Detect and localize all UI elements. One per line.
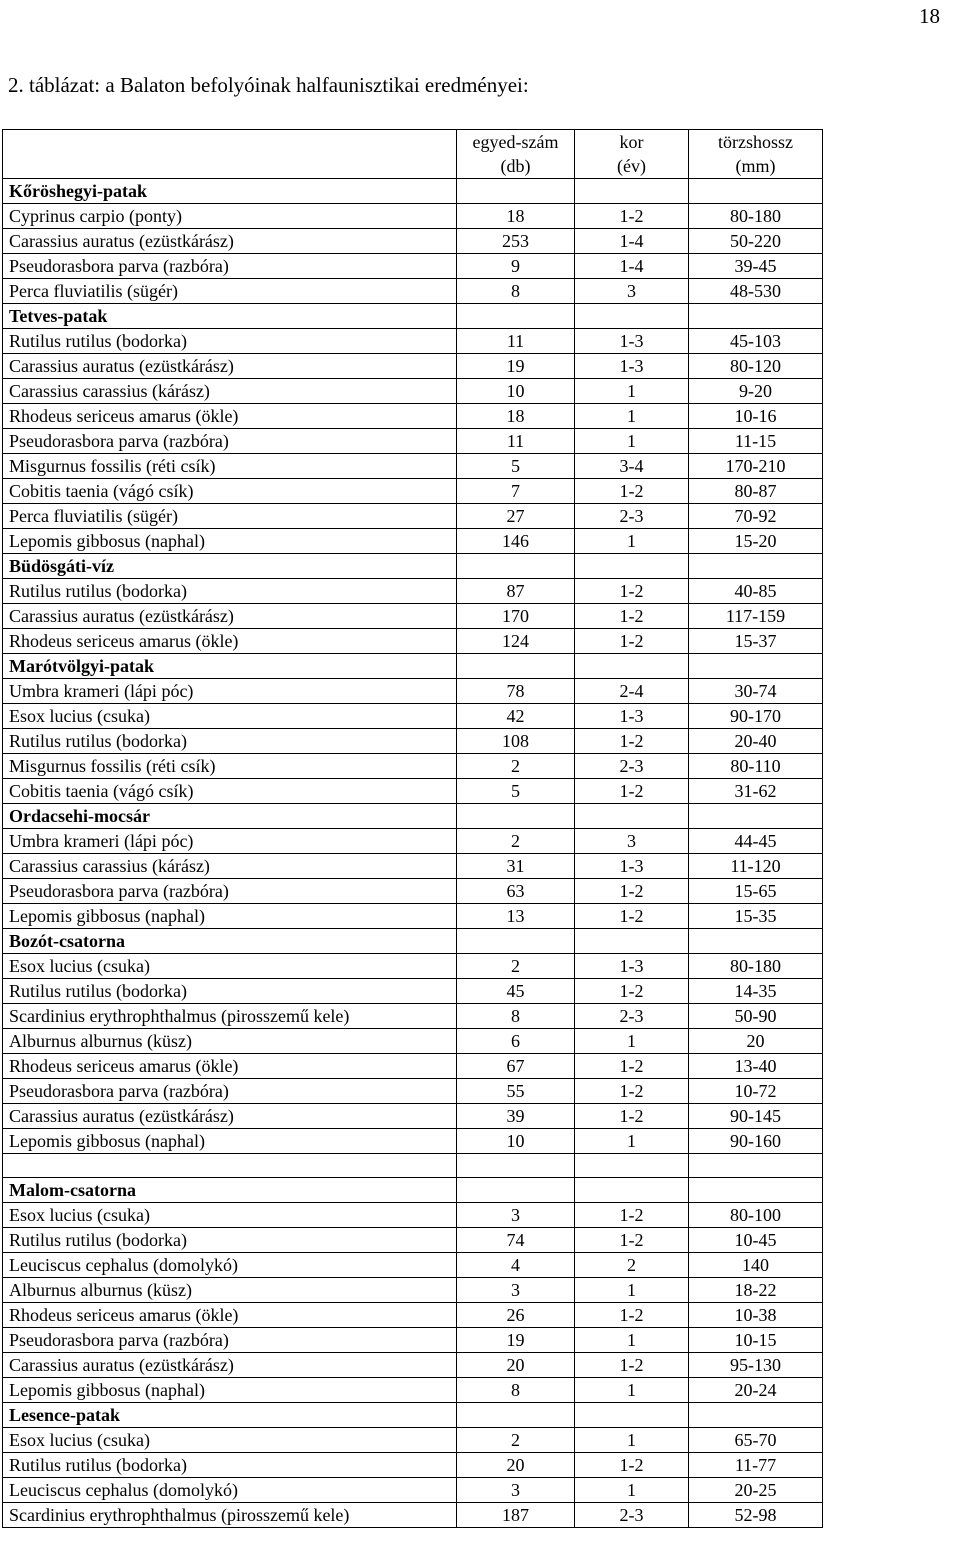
table-row — [3, 1503, 823, 1528]
age-cell: 1 — [575, 404, 689, 429]
table-row — [3, 1054, 823, 1079]
species-cell: Rhodeus sericeus amarus (ökle) — [3, 1303, 457, 1328]
age-cell: 1-2 — [575, 479, 689, 504]
age-cell: 2-3 — [575, 1004, 689, 1029]
table-row — [3, 479, 823, 504]
header-length-line1: törzshossz — [718, 132, 793, 152]
species-cell: Carassius auratus (ezüstkárász) — [3, 1104, 457, 1129]
count-cell: 55 — [457, 1079, 575, 1104]
table-row — [3, 1104, 823, 1129]
empty-cell — [575, 804, 689, 829]
age-cell: 2-3 — [575, 504, 689, 529]
empty-cell — [3, 1154, 457, 1178]
count-cell: 8 — [457, 1004, 575, 1029]
count-cell: 5 — [457, 454, 575, 479]
length-cell: 90-170 — [689, 704, 823, 729]
count-cell: 42 — [457, 704, 575, 729]
table-row — [3, 329, 823, 354]
species-cell: Scardinius erythrophthalmus (pirosszemű kele) — [3, 1004, 457, 1029]
count-cell: 6 — [457, 1029, 575, 1054]
length-cell: 11-120 — [689, 854, 823, 879]
count-cell: 253 — [457, 229, 575, 254]
table-row — [3, 1203, 823, 1228]
table-row — [3, 1378, 823, 1403]
age-cell: 1 — [575, 1328, 689, 1353]
species-cell: Rutilus rutilus (bodorka) — [3, 329, 457, 354]
length-cell: 10-38 — [689, 1303, 823, 1328]
species-cell: Rhodeus sericeus amarus (ökle) — [3, 1054, 457, 1079]
age-cell: 1-2 — [575, 1104, 689, 1129]
table-row — [3, 604, 823, 629]
count-cell: 11 — [457, 429, 575, 454]
species-cell: Rutilus rutilus (bodorka) — [3, 1453, 457, 1478]
count-cell: 63 — [457, 879, 575, 904]
species-cell: Rhodeus sericeus amarus (ökle) — [3, 404, 457, 429]
species-cell: Rutilus rutilus (bodorka) — [3, 579, 457, 604]
length-cell: 9-20 — [689, 379, 823, 404]
empty-cell — [689, 304, 823, 329]
table-row — [3, 279, 823, 304]
age-cell: 1 — [575, 1029, 689, 1054]
table-row — [3, 354, 823, 379]
table-row — [3, 204, 823, 229]
empty-cell — [575, 1403, 689, 1428]
count-cell: 3 — [457, 1478, 575, 1503]
age-cell: 1-2 — [575, 1054, 689, 1079]
empty-cell — [457, 804, 575, 829]
table-row — [3, 454, 823, 479]
length-cell: 80-100 — [689, 1203, 823, 1228]
length-cell: 31-62 — [689, 779, 823, 804]
count-cell: 2 — [457, 1428, 575, 1453]
species-cell: Carassius auratus (ezüstkárász) — [3, 1353, 457, 1378]
empty-cell — [689, 1154, 823, 1178]
count-cell: 187 — [457, 1503, 575, 1528]
count-cell: 39 — [457, 1104, 575, 1129]
length-cell: 70-92 — [689, 504, 823, 529]
count-cell: 9 — [457, 254, 575, 279]
count-cell: 31 — [457, 854, 575, 879]
length-cell: 10-72 — [689, 1079, 823, 1104]
species-cell: Pseudorasbora parva (razbóra) — [3, 1079, 457, 1104]
count-cell: 78 — [457, 679, 575, 704]
length-cell: 48-530 — [689, 279, 823, 304]
species-cell: Misgurnus fossilis (réti csík) — [3, 454, 457, 479]
blank-row — [3, 1154, 823, 1178]
age-cell: 1 — [575, 1278, 689, 1303]
table-row — [3, 854, 823, 879]
age-cell: 3 — [575, 279, 689, 304]
table-row — [3, 404, 823, 429]
species-cell: Lepomis gibbosus (naphal) — [3, 904, 457, 929]
table-row — [3, 829, 823, 854]
count-cell: 2 — [457, 754, 575, 779]
section-title: Marótvölgyi-patak — [3, 654, 457, 679]
empty-cell — [689, 179, 823, 204]
species-cell: Carassius carassius (kárász) — [3, 379, 457, 404]
empty-cell — [457, 179, 575, 204]
empty-cell — [457, 1178, 575, 1203]
section-row — [3, 929, 823, 954]
empty-cell — [689, 554, 823, 579]
section-title: Ordacsehi-mocsár — [3, 804, 457, 829]
empty-cell — [575, 1154, 689, 1178]
table-row — [3, 954, 823, 979]
age-cell: 1-3 — [575, 329, 689, 354]
empty-cell — [457, 304, 575, 329]
section-row — [3, 304, 823, 329]
age-cell: 1-2 — [575, 1303, 689, 1328]
count-cell: 13 — [457, 904, 575, 929]
count-cell: 45 — [457, 979, 575, 1004]
empty-cell — [575, 929, 689, 954]
header-length-line2: (mm) — [735, 156, 776, 176]
count-cell: 19 — [457, 1328, 575, 1353]
species-cell: Rutilus rutilus (bodorka) — [3, 1228, 457, 1253]
age-cell: 1-2 — [575, 979, 689, 1004]
length-cell: 20-40 — [689, 729, 823, 754]
empty-cell — [575, 1178, 689, 1203]
table-row — [3, 879, 823, 904]
table-row — [3, 1428, 823, 1453]
count-cell: 87 — [457, 579, 575, 604]
species-cell: Pseudorasbora parva (razbóra) — [3, 429, 457, 454]
section-title: Kőröshegyi-patak — [3, 179, 457, 204]
length-cell: 10-16 — [689, 404, 823, 429]
count-cell: 10 — [457, 1129, 575, 1154]
species-cell: Carassius auratus (ezüstkárász) — [3, 604, 457, 629]
table-row — [3, 254, 823, 279]
length-cell: 90-160 — [689, 1129, 823, 1154]
length-cell: 10-15 — [689, 1328, 823, 1353]
table-row — [3, 1079, 823, 1104]
species-cell: Cobitis taenia (vágó csík) — [3, 779, 457, 804]
length-cell: 20-24 — [689, 1378, 823, 1403]
length-cell: 170-210 — [689, 454, 823, 479]
table-row — [3, 529, 823, 554]
empty-cell — [575, 179, 689, 204]
table-caption: 2. táblázat: a Balaton befolyóinak halfaunisztikai eredményei: — [8, 73, 529, 97]
count-cell: 108 — [457, 729, 575, 754]
length-cell: 20-25 — [689, 1478, 823, 1503]
empty-cell — [689, 1403, 823, 1428]
age-cell: 1-2 — [575, 904, 689, 929]
age-cell: 1-2 — [575, 1228, 689, 1253]
length-cell: 52-98 — [689, 1503, 823, 1528]
species-cell: Esox lucius (csuka) — [3, 704, 457, 729]
table-row — [3, 579, 823, 604]
length-cell: 14-35 — [689, 979, 823, 1004]
count-cell: 4 — [457, 1253, 575, 1278]
empty-cell — [457, 654, 575, 679]
species-cell: Carassius auratus (ezüstkárász) — [3, 354, 457, 379]
table-header — [3, 130, 823, 179]
empty-cell — [689, 929, 823, 954]
species-cell: Alburnus alburnus (küsz) — [3, 1278, 457, 1303]
header-age-line1: kor — [619, 132, 644, 152]
count-cell: 20 — [457, 1353, 575, 1378]
header-species — [3, 130, 457, 179]
header-count — [457, 130, 575, 179]
count-cell: 8 — [457, 1378, 575, 1403]
age-cell: 1-3 — [575, 704, 689, 729]
table-row — [3, 629, 823, 654]
length-cell: 40-85 — [689, 579, 823, 604]
header-count-line2: (db) — [500, 156, 531, 176]
empty-cell — [689, 1178, 823, 1203]
length-cell: 30-74 — [689, 679, 823, 704]
table-row — [3, 379, 823, 404]
section-row — [3, 1403, 823, 1428]
count-cell: 20 — [457, 1453, 575, 1478]
species-cell: Pseudorasbora parva (razbóra) — [3, 1328, 457, 1353]
empty-cell — [575, 654, 689, 679]
length-cell: 15-65 — [689, 879, 823, 904]
length-cell: 18-22 — [689, 1278, 823, 1303]
count-cell: 170 — [457, 604, 575, 629]
empty-cell — [689, 654, 823, 679]
count-cell: 26 — [457, 1303, 575, 1328]
species-cell: Esox lucius (csuka) — [3, 954, 457, 979]
table-row — [3, 1453, 823, 1478]
age-cell: 1-2 — [575, 1353, 689, 1378]
species-cell: Rutilus rutilus (bodorka) — [3, 729, 457, 754]
section-row — [3, 654, 823, 679]
header-age — [575, 130, 689, 179]
table-row — [3, 704, 823, 729]
age-cell: 1-2 — [575, 579, 689, 604]
species-cell: Lepomis gibbosus (naphal) — [3, 529, 457, 554]
table-row — [3, 1129, 823, 1154]
page-number: 18 — [919, 4, 940, 28]
table-row — [3, 754, 823, 779]
species-cell: Cyprinus carpio (ponty) — [3, 204, 457, 229]
length-cell: 65-70 — [689, 1428, 823, 1453]
count-cell: 124 — [457, 629, 575, 654]
length-cell: 50-90 — [689, 1004, 823, 1029]
length-cell: 80-120 — [689, 354, 823, 379]
age-cell: 1-2 — [575, 1453, 689, 1478]
count-cell: 67 — [457, 1054, 575, 1079]
species-cell: Pseudorasbora parva (razbóra) — [3, 879, 457, 904]
species-cell: Perca fluviatilis (sügér) — [3, 279, 457, 304]
table-row — [3, 1004, 823, 1029]
age-cell: 1-2 — [575, 1079, 689, 1104]
age-cell: 1-3 — [575, 954, 689, 979]
length-cell: 15-37 — [689, 629, 823, 654]
section-row — [3, 804, 823, 829]
age-cell: 1-3 — [575, 854, 689, 879]
section-row — [3, 179, 823, 204]
table-row — [3, 1278, 823, 1303]
length-cell: 80-180 — [689, 204, 823, 229]
count-cell: 10 — [457, 379, 575, 404]
length-cell: 13-40 — [689, 1054, 823, 1079]
species-cell: Leuciscus cephalus (domolykó) — [3, 1253, 457, 1278]
header-length — [689, 130, 823, 179]
age-cell: 1-2 — [575, 604, 689, 629]
section-title: Malom-csatorna — [3, 1178, 457, 1203]
table-row — [3, 1253, 823, 1278]
age-cell: 2-4 — [575, 679, 689, 704]
age-cell: 1-4 — [575, 254, 689, 279]
species-cell: Alburnus alburnus (küsz) — [3, 1029, 457, 1054]
species-cell: Perca fluviatilis (sügér) — [3, 504, 457, 529]
age-cell: 1 — [575, 1129, 689, 1154]
empty-cell — [689, 804, 823, 829]
species-cell: Cobitis taenia (vágó csík) — [3, 479, 457, 504]
section-row — [3, 1178, 823, 1203]
table-row — [3, 1328, 823, 1353]
table-row — [3, 679, 823, 704]
table-row — [3, 1353, 823, 1378]
length-cell: 44-45 — [689, 829, 823, 854]
age-cell: 1-2 — [575, 779, 689, 804]
table-row — [3, 1228, 823, 1253]
length-cell: 45-103 — [689, 329, 823, 354]
age-cell: 1 — [575, 1378, 689, 1403]
species-cell: Leuciscus cephalus (domolykó) — [3, 1478, 457, 1503]
empty-cell — [575, 304, 689, 329]
age-cell: 1-2 — [575, 1203, 689, 1228]
count-cell: 146 — [457, 529, 575, 554]
age-cell: 2 — [575, 1253, 689, 1278]
empty-cell — [457, 1403, 575, 1428]
length-cell: 80-110 — [689, 754, 823, 779]
length-cell: 80-87 — [689, 479, 823, 504]
age-cell: 3-4 — [575, 454, 689, 479]
length-cell: 80-180 — [689, 954, 823, 979]
species-cell: Scardinius erythrophthalmus (pirosszemű kele) — [3, 1503, 457, 1528]
count-cell: 18 — [457, 404, 575, 429]
table-row — [3, 1029, 823, 1054]
age-cell: 2-3 — [575, 1503, 689, 1528]
species-cell: Lepomis gibbosus (naphal) — [3, 1378, 457, 1403]
table-row — [3, 504, 823, 529]
age-cell: 1-2 — [575, 729, 689, 754]
length-cell: 90-145 — [689, 1104, 823, 1129]
empty-cell — [457, 554, 575, 579]
length-cell: 95-130 — [689, 1353, 823, 1378]
age-cell: 1 — [575, 1478, 689, 1503]
count-cell: 2 — [457, 954, 575, 979]
species-cell: Umbra krameri (lápi póc) — [3, 679, 457, 704]
section-row — [3, 554, 823, 579]
table-body — [3, 179, 823, 1528]
length-cell: 39-45 — [689, 254, 823, 279]
species-cell: Lepomis gibbosus (naphal) — [3, 1129, 457, 1154]
empty-cell — [457, 1154, 575, 1178]
age-cell: 1-3 — [575, 354, 689, 379]
count-cell: 11 — [457, 329, 575, 354]
count-cell: 3 — [457, 1203, 575, 1228]
header-count-line1: egyed-szám — [472, 132, 559, 152]
length-cell: 15-35 — [689, 904, 823, 929]
species-cell: Esox lucius (csuka) — [3, 1428, 457, 1453]
empty-cell — [575, 554, 689, 579]
count-cell: 74 — [457, 1228, 575, 1253]
species-cell: Esox lucius (csuka) — [3, 1203, 457, 1228]
age-cell: 1 — [575, 379, 689, 404]
table-row — [3, 779, 823, 804]
header-row — [3, 130, 823, 179]
age-cell: 1-4 — [575, 229, 689, 254]
table-row — [3, 1303, 823, 1328]
table-row — [3, 979, 823, 1004]
count-cell: 18 — [457, 204, 575, 229]
species-cell: Misgurnus fossilis (réti csík) — [3, 754, 457, 779]
count-cell: 8 — [457, 279, 575, 304]
species-cell: Pseudorasbora parva (razbóra) — [3, 254, 457, 279]
section-title: Büdösgáti-víz — [3, 554, 457, 579]
age-cell: 1-2 — [575, 879, 689, 904]
length-cell: 140 — [689, 1253, 823, 1278]
age-cell: 2-3 — [575, 754, 689, 779]
length-cell: 11-77 — [689, 1453, 823, 1478]
section-title: Bozót-csatorna — [3, 929, 457, 954]
age-cell: 1-2 — [575, 629, 689, 654]
species-cell: Rutilus rutilus (bodorka) — [3, 979, 457, 1004]
species-cell: Carassius auratus (ezüstkárász) — [3, 229, 457, 254]
age-cell: 1-2 — [575, 204, 689, 229]
count-cell: 27 — [457, 504, 575, 529]
count-cell: 2 — [457, 829, 575, 854]
fish-fauna-table — [2, 129, 823, 1528]
length-cell: 117-159 — [689, 604, 823, 629]
section-title: Tetves-patak — [3, 304, 457, 329]
age-cell: 3 — [575, 829, 689, 854]
length-cell: 20 — [689, 1029, 823, 1054]
length-cell: 10-45 — [689, 1228, 823, 1253]
age-cell: 1 — [575, 429, 689, 454]
count-cell: 19 — [457, 354, 575, 379]
section-title: Lesence-patak — [3, 1403, 457, 1428]
species-cell: Umbra krameri (lápi póc) — [3, 829, 457, 854]
table-row — [3, 1478, 823, 1503]
species-cell: Rhodeus sericeus amarus (ökle) — [3, 629, 457, 654]
length-cell: 11-15 — [689, 429, 823, 454]
count-cell: 3 — [457, 1278, 575, 1303]
count-cell: 7 — [457, 479, 575, 504]
table-row — [3, 904, 823, 929]
table-row — [3, 729, 823, 754]
length-cell: 15-20 — [689, 529, 823, 554]
count-cell: 5 — [457, 779, 575, 804]
length-cell: 50-220 — [689, 229, 823, 254]
age-cell: 1 — [575, 529, 689, 554]
header-age-line2: (év) — [617, 156, 646, 176]
empty-cell — [457, 929, 575, 954]
table-row — [3, 229, 823, 254]
age-cell: 1 — [575, 1428, 689, 1453]
table-row — [3, 429, 823, 454]
species-cell: Carassius carassius (kárász) — [3, 854, 457, 879]
